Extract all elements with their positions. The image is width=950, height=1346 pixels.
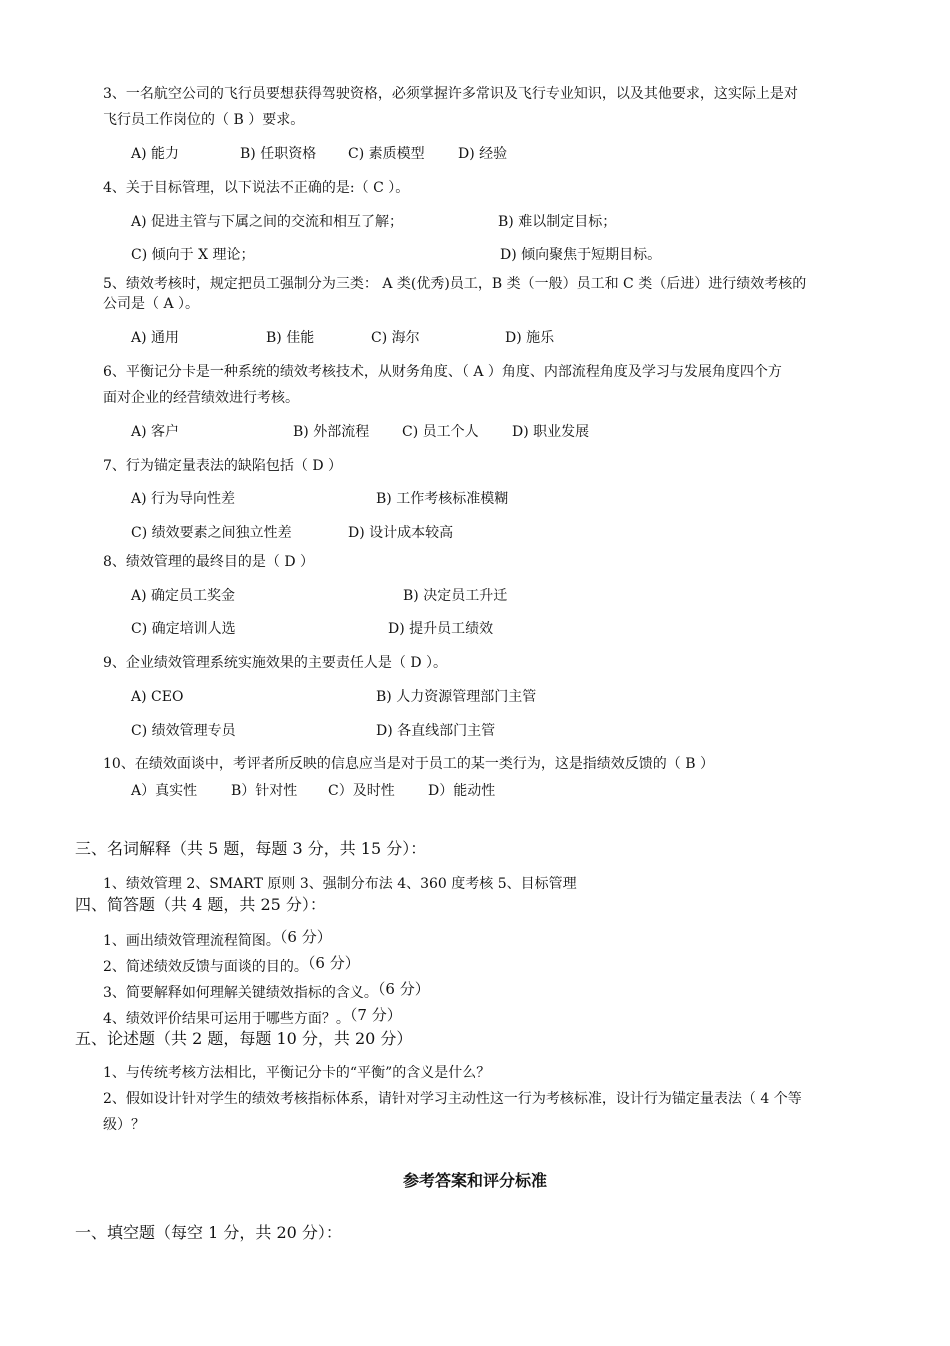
section3-heading: 三、名词解释（共 5 题，每题 3 分，共 15 分）：	[75, 839, 427, 858]
q5-stem-line1: 5、绩效考核时，规定把员工强制分为三类： A 类(优秀)员工，B 类（一般）员工和 C 类（后进）进行绩效考核的	[103, 276, 807, 292]
q10-option-a: A）真实性	[131, 783, 198, 799]
q8-option-d: D) 提升员工绩效	[388, 621, 494, 637]
q9-option-a: A) CEO	[131, 689, 184, 705]
q4-option-d: D) 倾向聚焦于短期目标。	[500, 247, 662, 263]
section4-heading: 四、简答题（共 4 题，共 25 分）：	[75, 895, 326, 914]
section4-item-2: 2、简述绩效反馈与面谈的目的。（6 分）	[103, 954, 360, 975]
section4-item-1: 1、画出绩效管理流程简图。（6 分）	[103, 928, 332, 949]
section5-item-2-line1: 2、假如设计针对学生的绩效考核指标体系，请针对学习主动性这一行为考核标准，设计行为锚定量表法（ 4 个等	[103, 1091, 802, 1107]
q8-option-b: B) 决定员工升迁	[403, 588, 508, 604]
q10-stem: 10、在绩效面谈中，考评者所反映的信息应当是对于员工的某一类行为，这是指绩效反馈的（ B ）	[103, 756, 715, 772]
section5-item-2-line2: 级）？	[103, 1117, 145, 1133]
q6-stem-line1: 6、平衡记分卡是一种系统的绩效考核技术，从财务角度、（ A ）角度、内部流程角度及学习与发展角度四个方	[103, 364, 782, 380]
section4-item-4: 4、绩效评价结果可运用于哪些方面？。（7 分）	[103, 1006, 402, 1027]
q4-stem: 4、关于目标管理，以下说法不正确的是:（ C ）。	[103, 180, 410, 196]
section3-items: 1、绩效管理 2、SMART 原则 3、强制分布法 4、360 度考核 5、目标管理	[103, 876, 577, 892]
q7-option-b: B) 工作考核标准模糊	[376, 491, 509, 507]
answers-title: 参考答案和评分标准	[403, 1171, 548, 1190]
q6-option-a: A) 客户	[131, 424, 180, 440]
q9-option-d: D) 各直线部门主管	[376, 723, 496, 739]
q4-option-a: A) 促进主管与下属之间的交流和相互了解；	[131, 214, 404, 230]
q7-stem: 7、行为锚定量表法的缺陷包括（ D ）	[103, 458, 343, 474]
q5-option-d: D) 施乐	[505, 330, 555, 346]
q4-option-c: C) 倾向于 X 理论；	[131, 247, 255, 263]
q10-option-c: C）及时性	[328, 783, 395, 799]
q8-option-c: C) 确定培训人选	[131, 621, 236, 637]
q4-option-b: B) 难以制定目标；	[498, 214, 617, 230]
q6-option-d: D) 职业发展	[512, 424, 590, 440]
q6-stem-line2: 面对企业的经营绩效进行考核。	[103, 390, 299, 406]
answers-section1-heading: 一、填空题（每空 1 分，共 20 分）：	[75, 1223, 342, 1242]
section5-item-1: 1、与传统考核方法相比，平衡记分卡的“平衡”的含义是什么？	[103, 1065, 491, 1081]
section5-heading: 五、论述题（共 2 题，每题 10 分，共 20 分）	[75, 1029, 413, 1048]
q5-option-c: C) 海尔	[371, 330, 420, 346]
q9-stem: 9、企业绩效管理系统实施效果的主要责任人是（ D ）。	[103, 655, 448, 671]
q3-stem-line2: 飞行员工作岗位的（ B ）要求。	[103, 112, 305, 128]
q3-option-c: C) 素质模型	[348, 146, 425, 162]
q10-option-d: D）能动性	[428, 783, 496, 799]
q8-stem: 8、绩效管理的最终目的是（ D ）	[103, 554, 315, 570]
q5-stem-line2: 公司是（ A ）。	[103, 296, 200, 312]
section4-item-3: 3、简要解释如何理解关键绩效指标的含义。（6 分）	[103, 980, 430, 1001]
q9-option-b: B) 人力资源管理部门主管	[376, 689, 537, 705]
q6-option-b: B) 外部流程	[293, 424, 370, 440]
q8-option-a: A) 确定员工奖金	[131, 588, 236, 604]
q10-option-b: B）针对性	[231, 783, 298, 799]
q7-option-c: C) 绩效要素之间独立性差	[131, 525, 292, 541]
q7-option-a: A) 行为导向性差	[131, 491, 236, 507]
q3-option-a: A) 能力	[131, 146, 180, 162]
q3-stem-line1: 3、一名航空公司的飞行员要想获得驾驶资格，必须掌握许多常识及飞行专业知识，以及其他要求，这实际上是对	[103, 86, 798, 102]
q5-option-b: B) 佳能	[266, 330, 315, 346]
q6-option-c: C) 员工个人	[402, 424, 479, 440]
q3-option-d: D) 经验	[458, 146, 508, 162]
q7-option-d: D) 设计成本较高	[348, 525, 454, 541]
q3-option-b: B) 任职资格	[240, 146, 317, 162]
q9-option-c: C) 绩效管理专员	[131, 723, 236, 739]
q5-option-a: A) 通用	[131, 330, 180, 346]
